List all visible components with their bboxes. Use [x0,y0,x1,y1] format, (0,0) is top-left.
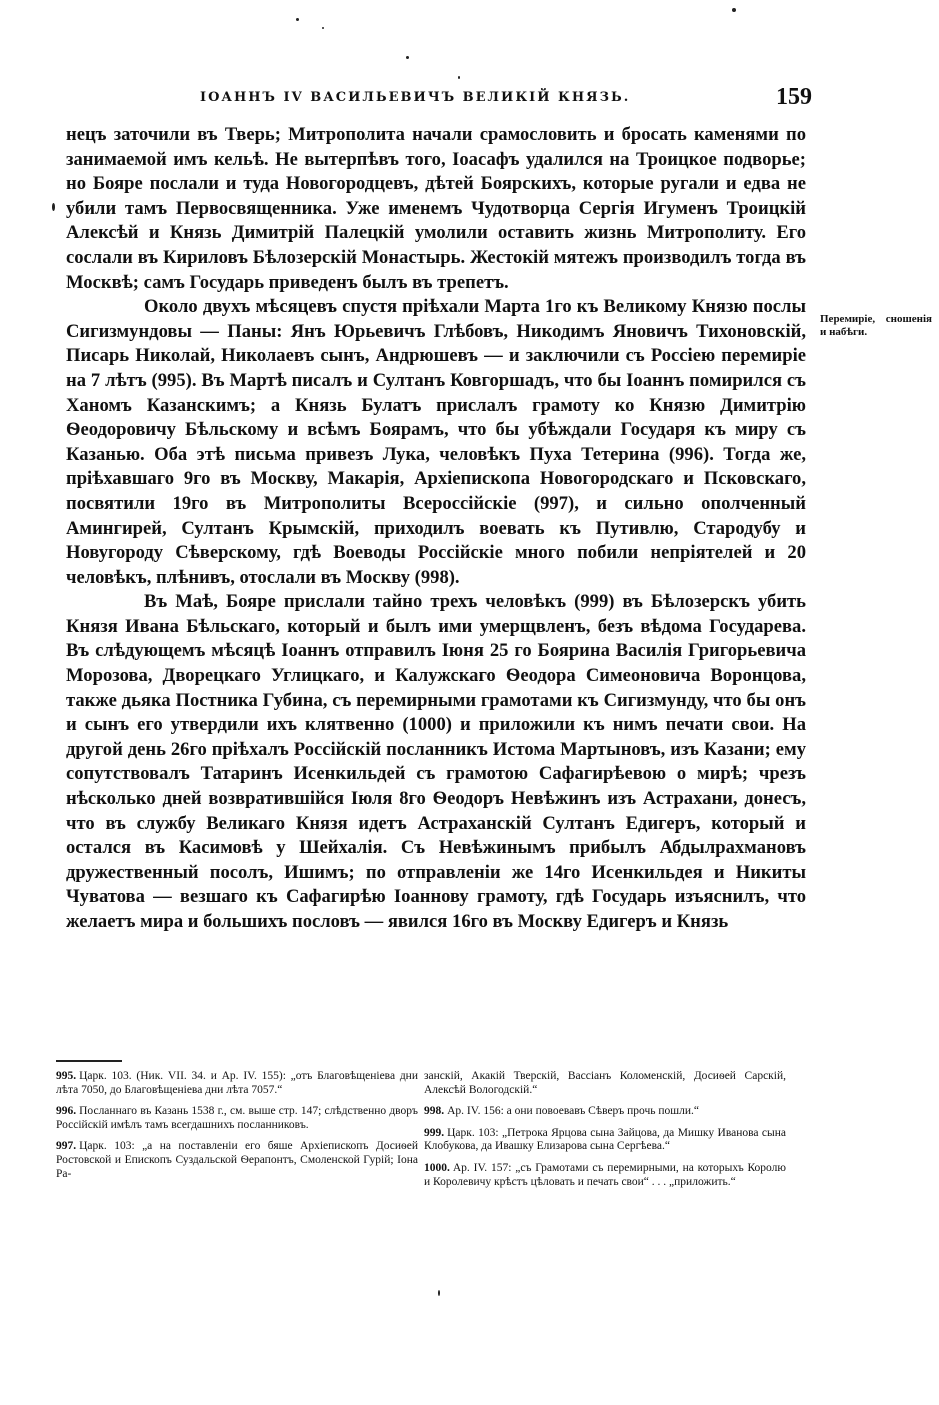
page-header [170,84,820,118]
main-text [66,123,806,935]
footnote-continued [424,1070,786,1097]
footnote-rule [56,1060,122,1062]
footnote-number: 996. [56,1105,77,1118]
footnote [56,1070,418,1097]
page-number: 159 [776,84,812,110]
footnote-text: Царк. 103. (Ник. VII. 34. и Ар. IV. 155): „отъ Благовѣщеніева дни лѣта 7050, до Благовѣщеніева дни лѣта 7057.“ [56,1070,418,1096]
scan-speck [52,203,55,211]
footnote-text: Посланнаго въ Казань 1538 г., см. выше стр. 147; слѣдственно дворъ Россійскій имѣлъ тамъ всегдашнихъ посланниковъ. [56,1105,418,1131]
footnote [56,1105,418,1132]
footnote-number: 1000. [424,1161,450,1174]
running-head: ІОАННЪ IV ВАСИЛЬЕВИЧЪ ВЕЛИКІЙ КНЯЗЬ. [200,90,631,105]
footnote-text: Царк. 103: „Петрока Ярцова сына Зайцова, да Мишку Иванова сына Клобукова, да Ивашку Елизарова сына Сергѣева.“ [424,1126,786,1153]
paragraph-1: нецъ заточили въ Тверь; Митрополита начали срамословить и бросать каменями по занимаемой имъ кельѣ. Не вытерпѣвъ того, Іоасафъ удалился на Троицкое подворье; но Бояре послали и туда Новогородцевъ, дѣтей Боярскихъ, которые ругали и едва не убили тамъ Первосвященника. Уже именемъ Чудотворца Сергія Игуменъ Троицкій Алексѣй и Князь Димитрій Палецкій умолили оставить жизнь Митрополиту. Его сослали въ Кириловъ Бѣлозерскій Монастырь. Жестокій мятежъ производилъ тогда въ Москвѣ; самъ Государь приведенъ былъ въ трепетъ. [66,124,806,293]
footnotes-right-column [424,1070,786,1197]
footnote [56,1140,418,1181]
footnote-number: 999. [424,1126,445,1139]
footnote-number: 995. [56,1070,77,1082]
margin-note: Перемиріе, сношенія и набѣги. [820,313,932,338]
footnote-number: 998. [424,1105,445,1118]
footnotes-left-column [56,1070,418,1189]
footnote-number: 997. [56,1140,77,1153]
scan-speck [296,18,299,21]
scan-speck [438,1290,440,1296]
footnote-text: Царк. 103: „а на поставленіи его бяше Архіепископъ Досиѳей Ростовской и Епископъ Суздальской Ѳерапонтъ, Смоленской Гурій; Іона Ра- [56,1140,418,1180]
paragraph-3: Въ Маѣ, Бояре прислали тайно трехъ человѣкъ (999) въ Бѣлозерскъ убить Князя Ивана Бѣльскаго, который и былъ ими умерщвленъ, безъ вѣдома Государева. Въ слѣдующемъ мѣсяцѣ Іоаннъ отправилъ Іюня 25 го Боярина Василія Григорьевича Морозова, Дворецкаго Углицкаго, и Калужскаго Ѳеодора Симеоновича Воронцова, также дьяка Постника Губина, съ перемирными грамотами къ Сигизмунду, что бы онъ и сынъ его утвердили ихъ клятвенно (1000) и приложили къ нимъ печати свои. На другой день 26го пріѣхалъ Россійскій посланникъ Истома Мартыновъ, изъ Казани; ему сопутствовалъ Татаринъ Исенкильдей съ грамотою Сафагирѣевою о мирѣ; чрезъ нѣсколько дней возвратившійся Іюля 8го Ѳеодоръ Невѣжинъ изъ Астрахани, донесъ, что въ службу Великаго Князя идетъ Астраханскій Султанъ Едигеръ, который и остался въ Касимовѣ у Шейхалія. Съ Невѣжинымъ прибылъ Абдылрахмановъ дружественный посолъ, Ишимъ; по отправленіи же 14го Исенкильдея и Никиты Чуватова — везшаго къ Сафагирѣю Іоаннову грамоту, гдѣ Государь изъяснилъ, что желаетъ мира и большихъ пословъ — явился 16го въ Москву Едигеръ и Князь [66,591,806,932]
scan-speck [732,8,736,12]
footnote [424,1127,786,1154]
scan-speck [322,27,324,29]
footnote [424,1105,786,1119]
scan-speck [458,76,460,79]
footnote-text: Ар. IV. 157: „съ Грамотами съ перемирными, на которыхъ Королю и Королевичу крѣстъ цѣловать и печать свои“ . . . „приложить.“ [424,1161,786,1188]
paragraph-2: Около двухъ мѣсяцевъ спустя пріѣхали Марта 1го къ Великому Князю послы Сигизмундовы — Паны: Янъ Юрьевичъ Глѣбовъ, Никодимъ Яновичъ Тихоновскій, Писарь Николай, Николаевъ сынъ, Андрюшевъ — и заключили съ Россіею перемиріе на 7 лѣтъ (995). Въ Мартѣ писалъ и Султанъ Ковгоршадъ, что бы Іоаннъ помирился съ Ханомъ Казанскимъ; а Князь Булатъ прислалъ грамоту ко Князю Димитрію Ѳеодоровичу Бѣльскому и всѣмъ Боярамъ, что бы убѣждали Государя къ миру съ Казанью. Оба этѣ письма привезъ Лука, человѣкъ Пуха Тетерина (996). Тогда же, пріѣхавшаго 9го въ Москву, Макарія, Архіепископа Новогородскаго и Псковскаго, посвятили 19го въ Митрополиты Всероссійскіе (997), и сильно ополченный Амингирей, Султанъ Крымскій, приходилъ воевать къ Путивлю, Стародубу и Новугороду Сѣверскому, гдѣ Воеводы Россійскіе много побили непріятелей и 20 человѣкъ, плѣнивъ, отослали въ Москву (998). [66,296,806,588]
footnote-text: Ар. IV. 156: а они повоевавъ Сѣверъ прочь пошли.“ [447,1105,700,1118]
footnote-text: занскій, Акакій Тверскій, Вассіанъ Коломенскій, Досиѳей Сарскій, Алексѣй Вологодскій.“ [424,1070,786,1096]
footnote [424,1162,786,1189]
scan-speck [406,56,409,59]
